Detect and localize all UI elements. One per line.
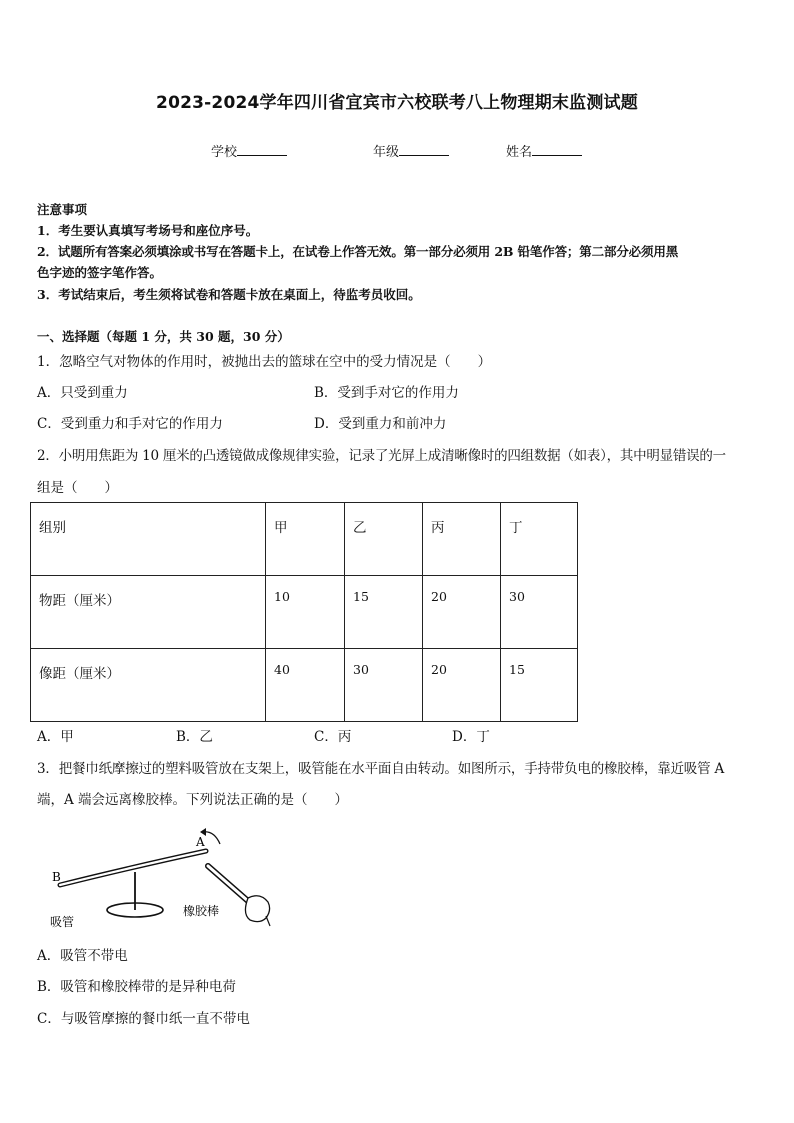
table-cell: 20 [423,576,501,649]
table-header-row [31,503,578,576]
table-header-cell: 乙 [345,503,423,576]
hand-icon [245,896,269,922]
table-cell: 10 [266,576,345,649]
question-2-text-cont: 组是（ ） [37,480,118,496]
label-b: B [52,870,61,884]
q2-option-a: A．甲 [37,729,74,745]
question-3-text: 3．把餐巾纸摩擦过的塑料吸管放在支架上，吸管能在水平面自由转动。如图所示，手持带负电的橡胶棒，靠近吸管 A [37,761,725,777]
grade-field [373,141,449,160]
notice-item: 1．考生要认真填写考场号和座位序号。 [37,223,259,238]
table-cell: 30 [501,576,578,649]
name-field [506,141,582,160]
hand-wrist [266,916,270,926]
q3-option-c: C．与吸管摩擦的餐巾纸一直不带电 [37,1011,250,1027]
school-label: 学校 [211,145,238,160]
school-field [211,141,287,160]
table-cell: 15 [501,649,578,722]
notice-item: 色字迹的签字笔作答。 [37,265,163,280]
label-a: A [196,835,205,849]
table-header-cell: 组别 [31,503,266,576]
notice-heading: 注意事项 [37,202,88,217]
grade-label: 年级 [373,145,400,160]
table-cell: 像距（厘米） [31,649,266,722]
table-header-cell: 丁 [501,503,578,576]
question-2-text: 2．小明用焦距为 10 厘米的凸透镜做成像规律实验，记录了光屏上成清晰像时的四组数据（如表），其中明显错误的一 [37,448,726,464]
straw-label: 吸管 [50,915,75,929]
notice-item: 2．试题所有答案必须填涂或书写在答题卡上，在试卷上作答无效。第一部分必须用 2B 铅笔作答；第二部分必须用黑 [37,244,679,259]
table-header-cell: 丙 [423,503,501,576]
straw-rod-figure [48,826,288,936]
table-cell: 30 [345,649,423,722]
q2-option-b: B．乙 [176,729,213,745]
q2-option-d: D．丁 [452,729,490,745]
table-header-cell: 甲 [266,503,345,576]
school-blank [237,143,287,156]
exam-title: 2023-2024学年四川省宜宾市六校联考八上物理期末监测试题 [156,93,638,113]
name-blank [532,143,582,156]
table-cell: 物距（厘米） [31,576,266,649]
q2-option-c: C．丙 [314,729,352,745]
q3-option-a: A．吸管不带电 [37,948,128,964]
q1-option-a: A．只受到重力 [37,385,128,401]
table-cell: 15 [345,576,423,649]
table-cell: 40 [266,649,345,722]
rod-label: 橡胶棒 [183,904,220,918]
q1-option-b: B．受到手对它的作用力 [314,385,459,401]
q1-option-d: D．受到重力和前冲力 [314,416,447,432]
notice-item: 3．考试结束后，考生须将试卷和答题卡放在桌面上，待监考员收回。 [37,287,421,302]
table-row [31,576,578,649]
question-3-text-cont: 端，A 端会远离橡胶棒。下列说法正确的是（ ） [37,792,349,808]
grade-blank [399,143,449,156]
q1-option-c: C．受到重力和手对它的作用力 [37,416,223,432]
name-label: 姓名 [506,145,533,160]
table-cell: 20 [423,649,501,722]
straw-inner [60,851,206,885]
lens-data-table [30,502,578,722]
q3-option-b: B．吸管和橡胶棒带的是异种电荷 [37,979,236,995]
section-heading: 一、选择题（每题 1 分，共 30 题，30 分） [37,329,290,344]
table-row [31,649,578,722]
question-1-text: 1．忽略空气对物体的作用时，被抛出去的篮球在空中的受力情况是（ ） [37,354,492,370]
